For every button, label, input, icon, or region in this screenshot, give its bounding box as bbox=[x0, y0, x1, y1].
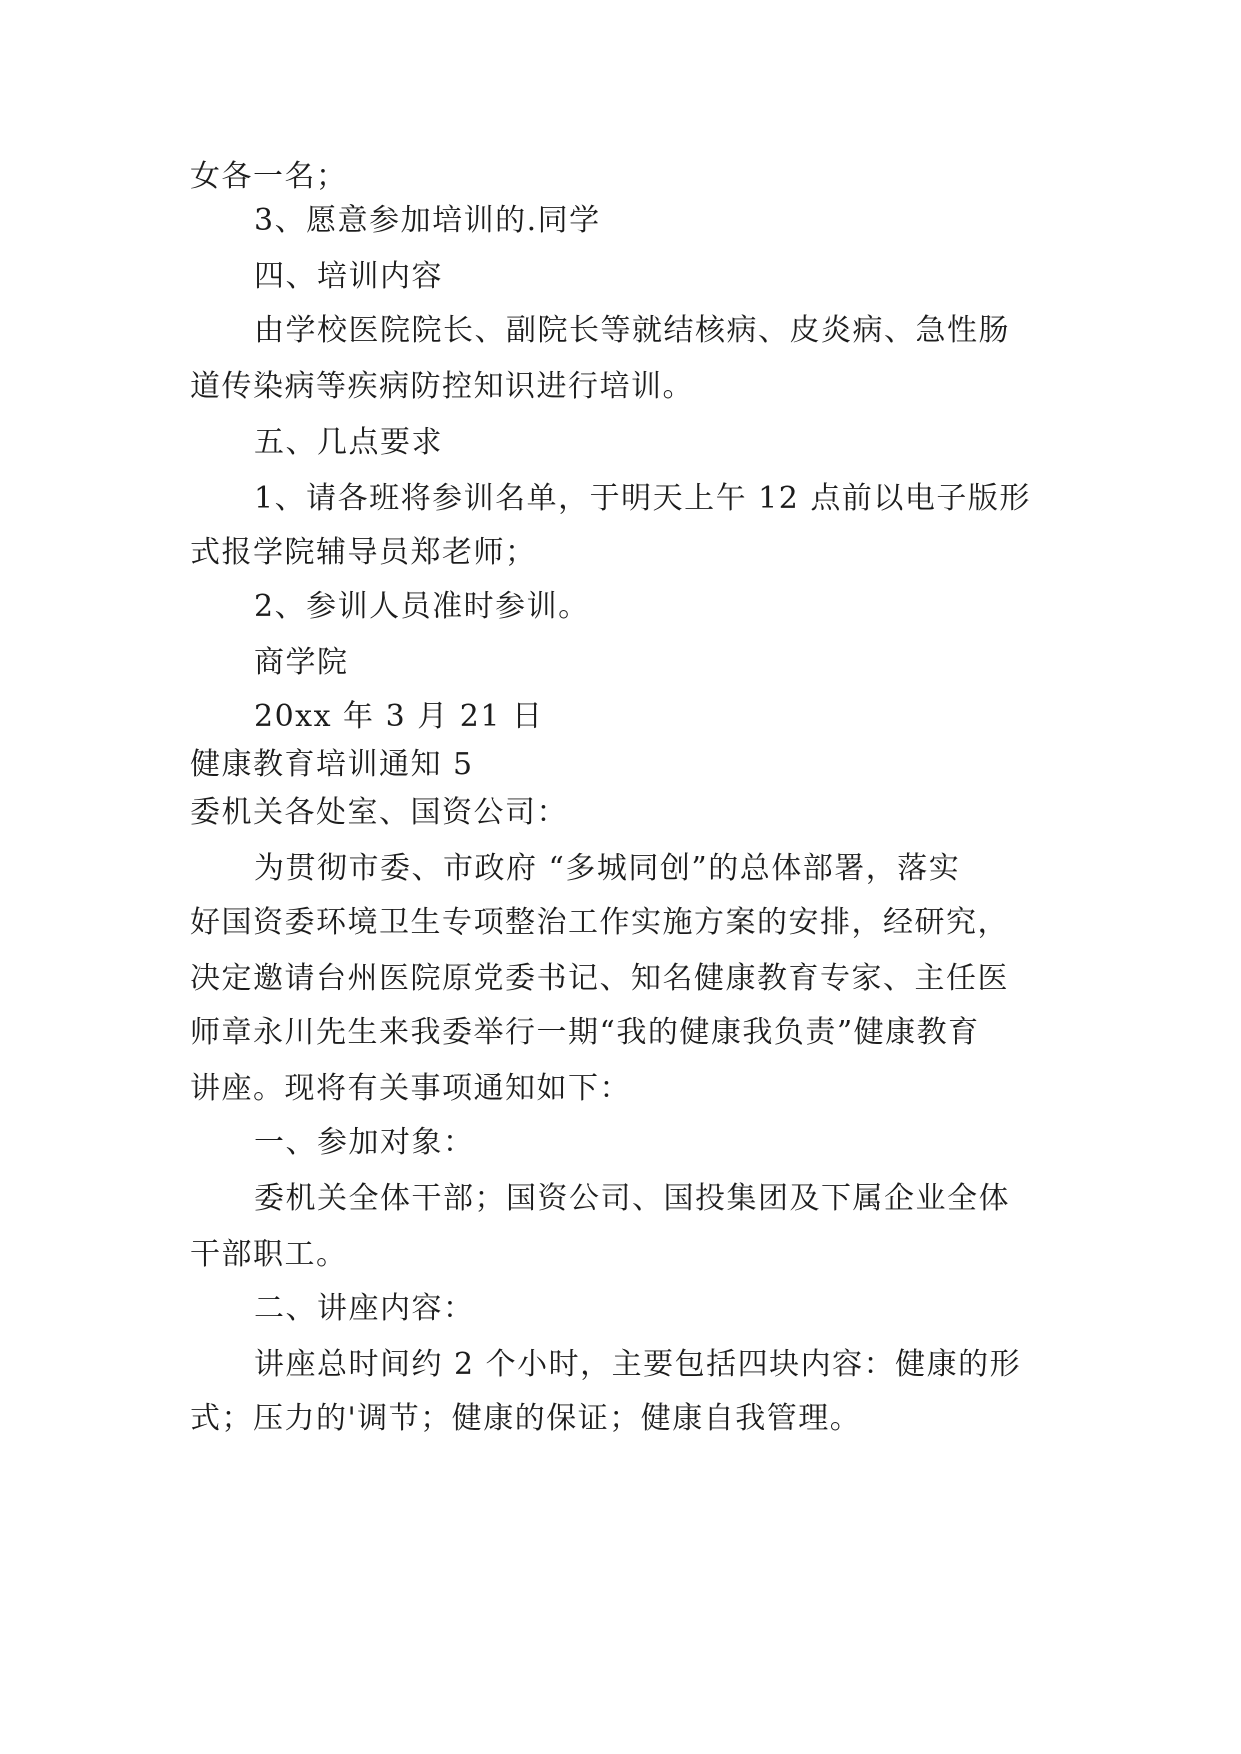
text-line: 讲座总时间约 2 个小时，主要包括四块内容：健康的形 bbox=[254, 1347, 1022, 1382]
section-heading: 四、培训内容 bbox=[254, 259, 443, 294]
section-heading: 一、参加对象： bbox=[254, 1125, 475, 1160]
salutation: 委机关各处室、国资公司： bbox=[190, 795, 568, 830]
signature-date: 20xx 年 3 月 21 日 bbox=[254, 699, 544, 734]
text-line: 师章永川先生来我委举行一期“我的健康我负责”健康教育 bbox=[190, 1015, 980, 1050]
text-line: 3、愿意参加培训的.同学 bbox=[254, 203, 601, 238]
text-line: 为贯彻市委、市政府 “多城同创”的总体部署，落实 bbox=[254, 851, 961, 886]
text-line: 干部职工。 bbox=[190, 1237, 348, 1272]
text-line: 委机关全体干部；国资公司、国投集团及下属企业全体 bbox=[254, 1181, 1010, 1216]
text-line: 讲座。现将有关事项通知如下： bbox=[190, 1071, 631, 1106]
section-heading: 二、讲座内容： bbox=[254, 1291, 475, 1326]
text-line: 由学校医院院长、副院长等就结核病、皮炎病、急性肠 bbox=[254, 313, 1010, 348]
text-line: 式；压力的'调节；健康的保证；健康自我管理。 bbox=[190, 1401, 862, 1436]
text-line: 2、参训人员准时参训。 bbox=[254, 589, 590, 624]
signature-org: 商学院 bbox=[254, 645, 349, 680]
text-line: 女各一名； bbox=[190, 159, 348, 194]
document-title: 健康教育培训通知 5 bbox=[190, 747, 474, 782]
text-line: 道传染病等疾病防控知识进行培训。 bbox=[190, 369, 694, 404]
text-line: 决定邀请台州医院原党委书记、知名健康教育专家、主任医 bbox=[190, 961, 1009, 996]
text-line: 式报学院辅导员郑老师； bbox=[190, 535, 537, 570]
section-heading: 五、几点要求 bbox=[254, 425, 443, 460]
text-line: 1、请各班将参训名单，于明天上午 12 点前以电子版形 bbox=[254, 481, 1031, 516]
text-line: 好国资委环境卫生专项整治工作实施方案的安排，经研究， bbox=[190, 905, 1009, 940]
